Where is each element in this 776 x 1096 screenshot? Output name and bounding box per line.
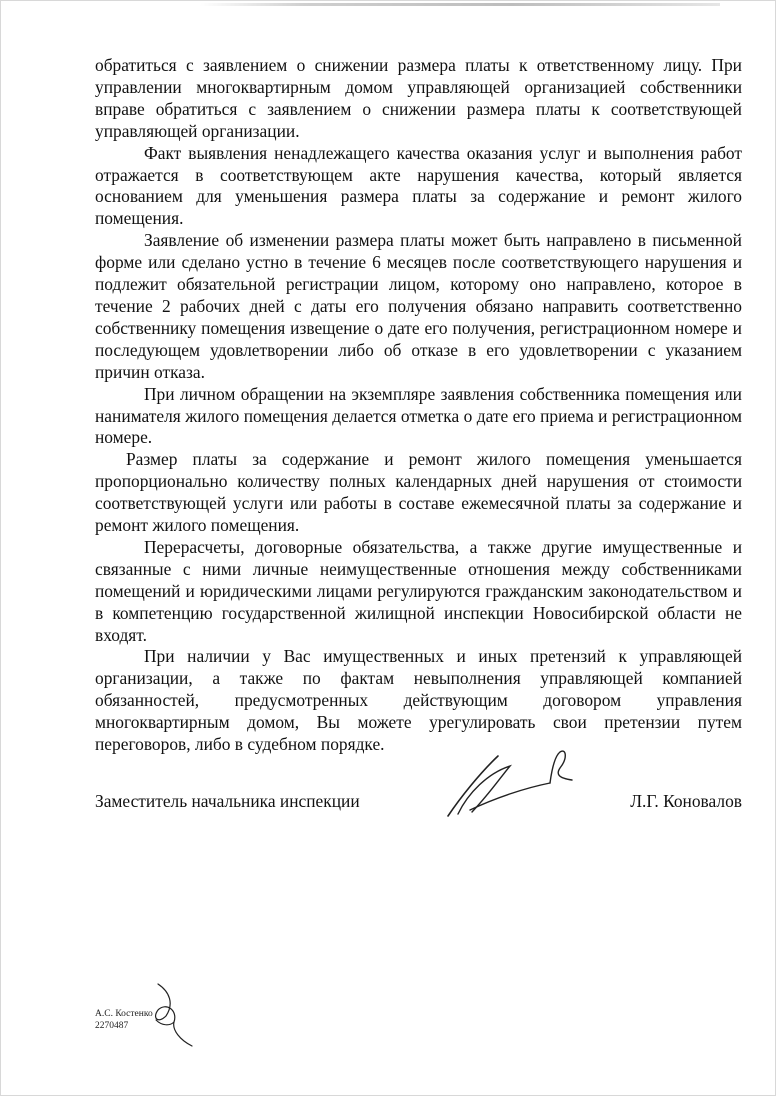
executor-initials-mark	[148, 982, 194, 1048]
paragraph-4: При личном обращении на экземпляре заявления собственника помещения или нанимателя жилого помещения делается отметка о дате его приема и регистрационном номере.	[95, 383, 742, 448]
handwritten-signature	[440, 738, 580, 826]
scan-artifact-line	[200, 3, 720, 6]
paragraph-5: Размер платы за содержание и ремонт жилого помещения уменьшается пропорционально количеству полных календарных дней нарушения от стоимости соответствующей услуги или работы в составе ежемесячной платы за содержание и ремонт жилого помещения.	[95, 449, 742, 536]
executor-info	[95, 1008, 153, 1032]
paragraph-2: Факт выявления ненадлежащего качества оказания услуг и выполнения работ отражается в соответствующем акте нарушения качества, который является основанием для уменьшения размера платы за содержание и ремонт жилого помещения.	[95, 142, 742, 229]
letter-body	[95, 55, 742, 756]
executor-phone: 2270487	[95, 1021, 129, 1031]
signature-block	[95, 790, 742, 816]
paragraph-3: Заявление об изменении размера платы может быть направлено в письменной форме или сделано устно в течение 6 месяцев после соответствующего нарушения и подлежит обязательной регистрации лицом, которому оно направлено, которое в течение 2 рабочих дней с даты его получения обязано направить соответственно собственнику помещения извещение о дате его получения, регистрационном номере и последующем удовлетворении либо об отказе в его удовлетворении с указанием причин отказа.	[95, 230, 742, 382]
paragraph-7: При наличии у Вас имущественных и иных претензий к управляющей организации, а также по фактам невыполнения управляющей компанией обязанностей, предусмотренных действующим договором управления многоквартирным домом, Вы можете урегулировать свои претензии путем переговоров, либо в судебном порядке.	[95, 646, 742, 755]
executor-name: А.С. Костенко	[95, 1009, 153, 1019]
paragraph-1: обратиться с заявлением о снижении размера платы к ответственному лицу. При управлении многоквартирным домом управляющей организацией собственники вправе обратиться с заявлением о снижении размера платы к соответствующей управляющей организации.	[95, 55, 742, 141]
signatory-position: Заместитель начальника инспекции	[95, 791, 360, 811]
paragraph-6: Перерасчеты, договорные обязательства, а также другие имущественные и связанные с ними личные неимущественные отношения между собственниками помещений и юридическими лицами регулируются гражданским законодательством и в компетенцию государственной жилищной инспекции Новосибирской области не входят.	[95, 536, 742, 645]
signatory-name: Л.Г. Коновалов	[630, 791, 742, 811]
